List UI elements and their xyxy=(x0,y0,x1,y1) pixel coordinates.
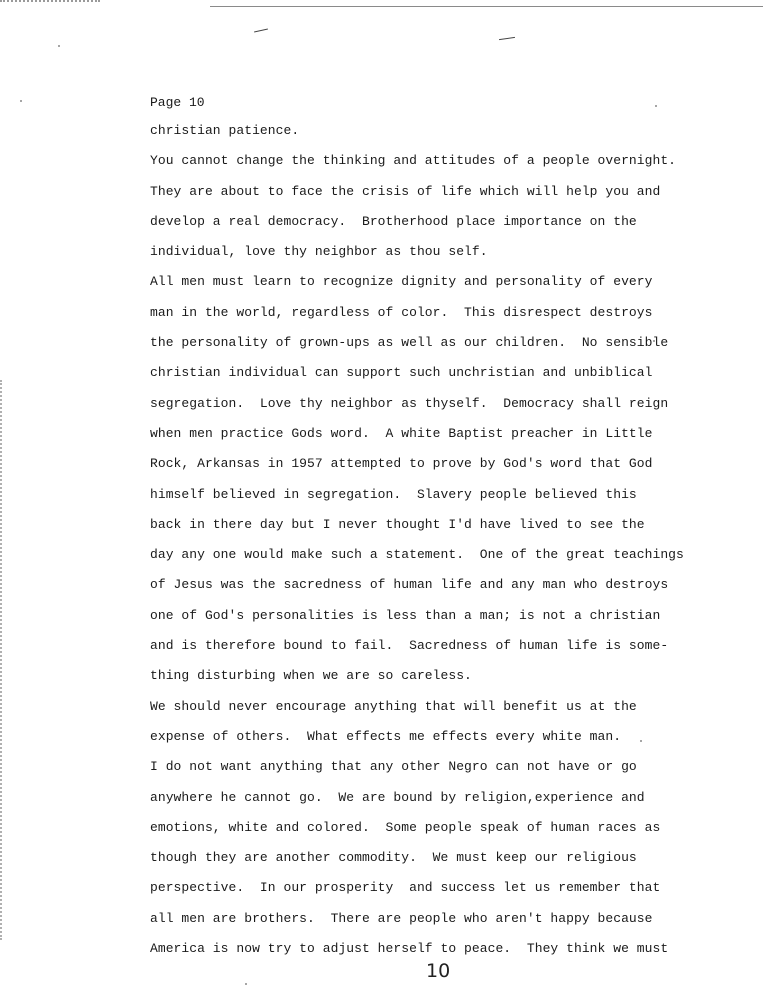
text-line: though they are another commodity. We must keep our religious xyxy=(150,850,637,866)
text-line: the personality of grown-ups as well as our children. No sensible xyxy=(150,335,669,351)
text-line: You cannot change the thinking and attitudes of a people overnight. xyxy=(150,153,677,169)
left-scan-edge xyxy=(0,380,2,940)
text-line: when men practice Gods word. A white Baptist preacher in Little xyxy=(150,425,653,441)
text-line: back in there day but I never thought I'd have lived to see the xyxy=(150,516,645,532)
text-line: christian individual can support such unchristian and unbiblical xyxy=(150,365,653,381)
text-line: expense of others. What effects me effects every white man. xyxy=(150,728,622,744)
page-header: Page 10 xyxy=(150,95,205,110)
typed-text-body xyxy=(150,90,710,964)
handwritten-page-number: 10 xyxy=(426,960,451,982)
text-line: America is now try to adjust herself to peace. They think we must xyxy=(150,941,669,957)
text-line: segregation. Love thy neighbor as thyself. Democracy shall reign xyxy=(150,395,669,411)
text-line: day any one would make such a statement. One of the great teachings xyxy=(150,547,684,563)
text-line: We should never encourage anything that will benefit us at the xyxy=(150,698,637,714)
text-line: All men must learn to recognize dignity and personality of every xyxy=(150,274,653,290)
scan-speck xyxy=(20,100,22,102)
scan-speck xyxy=(58,45,60,47)
text-line: himself believed in segregation. Slavery people believed this xyxy=(150,486,637,502)
scan-speck xyxy=(245,983,247,985)
text-line: and is therefore bound to fail. Sacredness of human life is some- xyxy=(150,638,669,654)
top-left-dotted-rule xyxy=(0,0,100,2)
top-rule xyxy=(210,6,763,7)
text-line: emotions, white and colored. Some people speak of human races as xyxy=(150,819,661,835)
text-line: all men are brothers. There are people who aren't happy because xyxy=(150,910,653,926)
text-line: thing disturbing when we are so careless. xyxy=(150,668,472,684)
text-line: Rock, Arkansas in 1957 attempted to prove by God's word that God xyxy=(150,456,653,472)
pen-mark xyxy=(254,29,268,33)
text-line: man in the world, regardless of color. This disrespect destroys xyxy=(150,304,653,320)
text-line: anywhere he cannot go. We are bound by religion,experience and xyxy=(150,789,645,805)
text-line: perspective. In our prosperity and success let us remember that xyxy=(150,880,661,896)
text-line: develop a real democracy. Brotherhood place importance on the xyxy=(150,213,637,229)
pen-mark xyxy=(499,37,515,40)
text-line: I do not want anything that any other Negro can not have or go xyxy=(150,759,637,775)
text-line: one of God's personalities is less than a man; is not a christian xyxy=(150,607,661,623)
text-line: individual, love thy neighbor as thou self. xyxy=(150,244,488,260)
text-line: christian patience. xyxy=(150,123,300,138)
text-line: of Jesus was the sacredness of human life and any man who destroys xyxy=(150,577,669,593)
text-line: They are about to face the crisis of life which will help you and xyxy=(150,183,661,199)
